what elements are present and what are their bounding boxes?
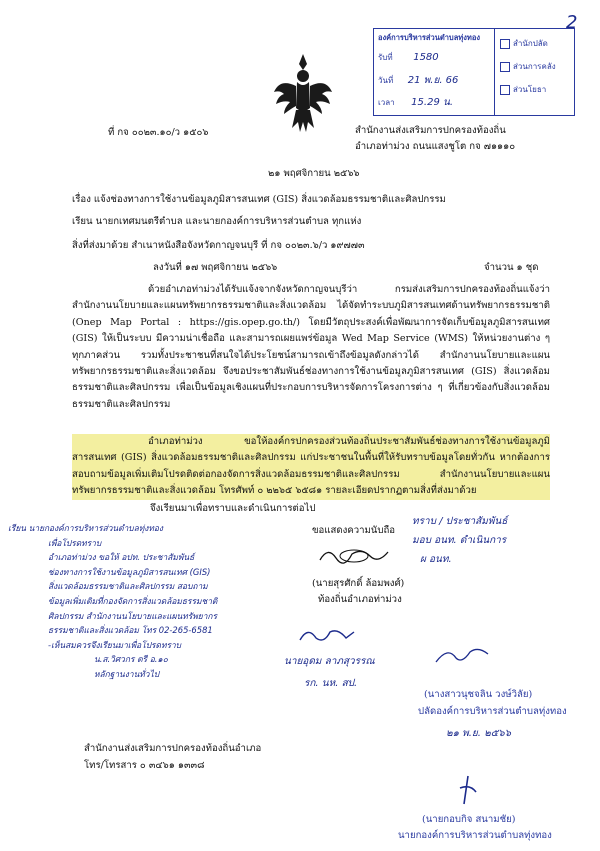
note-line: -เห็นสมควรจึงเรียนมาเพื่อโปรดทราบ [48,639,181,650]
garuda-emblem [270,48,336,134]
attachment-date: ลงวันที่ ๑๗ พฤศจิกายน ๒๕๖๖ [153,262,278,273]
note-line: ทราบ / ประชาสัมพันธ์ [412,516,508,527]
attachment-count: จำนวน ๑ ชุด [484,262,539,273]
page-number: 2 [566,12,578,33]
chief-title: นายกองค์การบริหารส่วนตำบลทุ่งทอง [398,830,552,841]
routing-item: ส่วนการคลัง [513,62,556,71]
salutation-line: เรียน นายกเทศมนตรีตำบล และนายกองค์การบริหารส่วนตำบล ทุกแห่ง [72,216,362,227]
signature-mark [318,544,390,566]
subject-line: เรื่อง แจ้งช่องทางการใช้งานข้อมูลภูมิสารสนเทศ (GIS) สิ่งแวดล้อมธรรมชาติและศิลปกรรม [72,194,446,205]
note-line: มอบ อนท. ดำเนินการ [412,535,507,546]
note-line: สิ่งแวดล้อมธรรมชาติและศิลปกรรม สอบถาม [48,581,208,592]
handwritten-note-right [412,512,507,569]
footer-office: สำนักงานส่งเสริมการปกครองท้องถิ่นอำเภอ [84,743,262,754]
stamp-agency: องค์การบริหารส่วนตำบลทุ่งทอง [378,33,481,42]
closing-request: จึงเรียนมาเพื่อทราบและดำเนินการต่อไป [150,503,316,514]
signer-title: ท้องถิ่นอำเภอท่าม่วง [318,594,402,605]
stamp-time: 15.29 น. [411,97,453,108]
stamp-receive-label: รับที่ [378,53,393,62]
deputy-signature-mark [298,626,356,646]
stamp-time-label: เวลา [378,98,395,107]
note-line: อำเภอท่าม่วง ขอให้ อปท. ประชาสัมพันธ์ [48,552,195,563]
note-line: ผ อนท. [420,554,452,565]
stamp-receive-no: 1580 [413,52,439,63]
note-line: ธรรมชาติและสิ่งแวดล้อม โทร 02-265-6581 [48,625,213,636]
deputy-title: รก. นห. สป. [304,678,358,689]
routing-list [500,37,556,96]
receipt-stamp [373,28,575,116]
note-line: น.ส.วิศวกร ตรี อ.๑๐ [94,654,168,665]
stamp-date-label: วันที่ [378,76,394,85]
palad-title: ปลัดองค์การบริหารส่วนตำบลทุ่งทอง [418,706,567,717]
routing-item: ส่วนโยธา [513,85,547,94]
note-line: ข้อมูลเพิ่มเติมที่กองจัดการสิ่งแวดล้อมธรรมชาติ [48,595,218,606]
routing-checkbox[interactable] [500,62,510,72]
signer-name: (นายสุรศักดิ์ ล้อมพงศ์) [312,578,405,589]
office-address: อำเภอท่าม่วง ถนนแสงชูโต กจ ๗๑๑๑๐ [355,141,516,152]
note-line: หลักฐานงานทั่วไป [94,668,160,679]
document-date: ๒๑ พฤศจิกายน ๒๕๖๖ [268,168,360,179]
note-line: เพื่อโปรดทราบ [48,537,102,548]
stamp-date: 21 พ.ย. 66 [407,75,459,86]
palad-signature-mark [432,644,492,666]
chief-signature-mark [452,774,482,810]
note-line: ศิลปกรรม สำนักงานนโยบายและแผนทรัพยากร [48,610,217,621]
deputy-name: นายอุดม ลาภสุวรรณ [284,656,375,667]
attachment-line: สิ่งที่ส่งมาด้วย สำเนาหนังสือจังหวัดกาญจนบุรี ที่ กจ ๐๐๒๓.๖/ว ๑๙๗๗๓ [72,240,365,251]
routing-item: สำนักปลัด [513,39,548,48]
office-name: สำนักงานส่งเสริมการปกครองท้องถิ่น [355,125,506,136]
palad-date: ๒๑ พ.ย. ๒๕๖๖ [446,728,511,739]
footer-phone: โทร/โทรสาร ๐ ๓๔๖๑ ๑๓๓๘ [84,760,205,771]
regards: ขอแสดงความนับถือ [312,525,396,536]
note-line: ช่องทางการใช้งานข้อมูลภูมิสารสนเทศ (GIS) [48,566,211,577]
paragraph-2: อำเภอท่าม่วง ขอให้องค์กรปกครองส่วนท้องถิ่นประชาสัมพันธ์ช่องทางการใช้งานข้อมูลภูมิสารสนเทศ (GIS) สิ่งแวดล้อมธรรมชาติและศิลปกรรม แก่ประชาชนในพื้นที่ให้รับทราบข้อมูลโดยทั่วกัน หากต้องการสอบถามข้อมูลเพิ่มเติมโปรดติดต่อกองจัดการสิ่งแวดล้อมธรรมชาติและศิลปกรรม สำนักงานนโยบายและแผนทรัพยากรธรรมชาติและสิ่งแวดล้อม โทรศัพท์ ๐ ๒๒๖๕ ๖๕๘๑ รายละเอียดปรากฏตามสิ่งที่ส่งมาด้วย [72,434,550,500]
chief-name: (นายกอบกิจ สนามชัย) [422,814,516,825]
note-line: เรียน นายกองค์การบริหารส่วนตำบลทุ่งทอง [8,523,163,533]
routing-checkbox[interactable] [500,39,510,49]
document-number: ที่ กจ ๐๐๒๓.๑๐/ว ๑๕๐๖ [108,127,209,138]
handwritten-note-left [8,521,217,682]
paragraph-1: ด้วยอำเภอท่าม่วงได้รับแจ้งจากจังหวัดกาญจนบุรีว่า กรมส่งเสริมการปกครองท้องถิ่นแจ้งว่า สำนักงานนโยบายและแผนทรัพยากรธรรมชาติและสิ่งแวดล้อม ได้จัดทำระบบภูมิสารสนเทศด้านทรัพยากรธรรมชาติ (Onep Map Portal : https://gis.opep.go.th/) โดยมีวัตถุประสงค์เพื่อพัฒนาการจัดเก็บข้อมูลภูมิสารสนเทศ (GIS) ให้เป็นระบบ มีความน่าเชื่อถือ และสามารถเผยแพร่ข้อมูล Wed Map Service (WMS) ให้หน่วยงานต่าง ๆ ทุกภาคส่วน รวมทั้งประชาชนที่สนใจได้ประโยชน์สามารถเข้าถึงข้อมูลดังกล่าวได้ สำนักงานนโยบายและแผนทรัพยากรธรรมชาติและสิ่งแวดล้อม จึงขอประชาสัมพันธ์ช่องทางการใช้งานข้อมูลภูมิสารสนเทศ (GIS) สิ่งแวดล้อมธรรมชาติและศิลปกรรม เพื่อเป็นข้อมูลเชิงแผนที่ประกอบการบริหารจัดการโครงการต่าง ๆ ที่เกี่ยวข้องกับสิ่งแวดล้อมธรรมชาติและศิลปกรรม [72,284,550,410]
palad-name: (นางสาวนุชจลิน วงษ์วิลัย) [424,689,533,700]
routing-checkbox[interactable] [500,85,510,95]
